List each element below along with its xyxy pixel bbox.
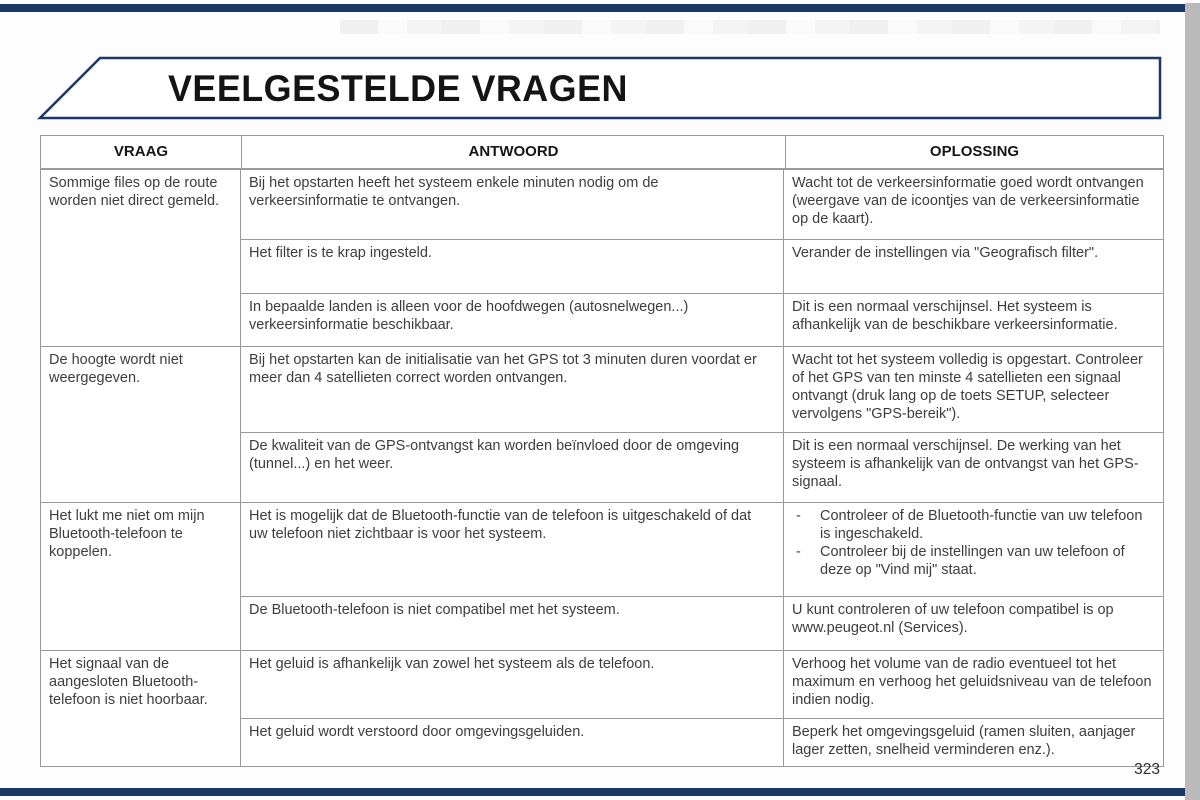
- question-cell: Het lukt me niet om mijn Bluetooth-telefoon te koppelen.: [41, 503, 241, 650]
- solution-cell: Wacht tot het systeem volledig is opgestart. Controleer of het GPS van ten minste 4 satellieten een signaal ontvangt (druk lang op de toets SETUP, selecteer vervolgens "GPS-bereik").: [792, 352, 1143, 422]
- faq-group: [41, 502, 1163, 650]
- solution-cell: Dit is een normaal verschijnsel. De werking van het systeem is afhankelijk van de ontvangst van het GPS-signaal.: [792, 438, 1139, 490]
- faq-group: [41, 650, 1163, 766]
- answer-cell: Het filter is te krap ingesteld.: [241, 240, 784, 293]
- solution-cell: Verhoog het volume van de radio eventueel tot het maximum en verhoog het geluidsniveau van de telefoon indien nodig.: [792, 656, 1152, 708]
- solution-list-item-text: Controleer of de Bluetooth-functie van uw telefoon is ingeschakeld.: [820, 508, 1143, 542]
- answer-cell: De Bluetooth-telefoon is niet compatibel met het systeem.: [241, 597, 784, 650]
- bottom-border-bar: [0, 788, 1200, 796]
- question-cell: De hoogte wordt niet weergegeven.: [41, 347, 241, 502]
- faq-group: [41, 346, 1163, 502]
- solution-cell: Beperk het omgevingsgeluid (ramen sluiten, aanjager lager zetten, snelheid verminderen enz.).: [792, 724, 1136, 758]
- solution-list-item: [792, 508, 1153, 544]
- solution-cell: Dit is een normaal verschijnsel. Het systeem is afhankelijk van de beschikbare verkeersinformatie.: [792, 299, 1118, 333]
- col-header-vraag: VRAAG: [41, 136, 242, 168]
- answer-cell: Bij het opstarten heeft het systeem enkele minuten nodig om de verkeersinformatie te ontvangen.: [241, 170, 784, 239]
- table-header-row: [41, 136, 1163, 169]
- page-title: VEELGESTELDE VRAGEN: [168, 68, 628, 109]
- page-number: 323: [1134, 761, 1160, 778]
- table-row: [241, 347, 1163, 432]
- solution-cell: [784, 503, 1163, 596]
- table-row: [241, 239, 1163, 293]
- answer-cell: Het geluid wordt verstoord door omgevingsgeluiden.: [241, 719, 784, 766]
- answer-cell: In bepaalde landen is alleen voor de hoofdwegen (autosnelwegen...) verkeersinformatie beschikbaar.: [241, 294, 784, 346]
- table-row: [241, 651, 1163, 718]
- table-row: [241, 718, 1163, 766]
- faq-table: [40, 135, 1164, 767]
- list-dash: -: [796, 543, 801, 560]
- table-row: [241, 293, 1163, 346]
- solution-list-item-text: Controleer bij de instellingen van uw telefoon of deze op "Vind mij" staat.: [820, 543, 1125, 578]
- answer-cell: De kwaliteit van de GPS-ontvangst kan worden beïnvloed door de omgeving (tunnel...) en het weer.: [241, 433, 784, 502]
- solution-cell: Verander de instellingen via "Geografisch filter".: [792, 245, 1099, 261]
- answer-cell: Het is mogelijk dat de Bluetooth-functie van de telefoon is uitgeschakeld of dat uw telefoon niet zichtbaar is voor het systeem.: [241, 503, 784, 596]
- answer-cell: Het geluid is afhankelijk van zowel het systeem als de telefoon.: [241, 651, 784, 718]
- table-row: [241, 170, 1163, 239]
- question-cell: Sommige files op de route worden niet direct gemeld.: [41, 170, 241, 346]
- question-cell: Het signaal van de aangesloten Bluetooth-telefoon is niet hoorbaar.: [41, 651, 241, 766]
- list-dash: -: [796, 508, 801, 524]
- table-row: [241, 503, 1163, 596]
- faq-group: [41, 169, 1163, 346]
- solution-list-item: [792, 544, 1153, 580]
- answer-cell: Bij het opstarten kan de initialisatie van het GPS tot 3 minuten duren voordat er meer dan 4 satellieten correct worden ontvangen.: [241, 347, 784, 432]
- table-row: [241, 432, 1163, 502]
- solution-cell: U kunt controleren of uw telefoon compatibel is op www.peugeot.nl (Services).: [792, 602, 1114, 636]
- solution-cell: Wacht tot de verkeersinformatie goed wordt ontvangen (weergave van de icoontjes van de verkeersinformatie op de kaart).: [792, 175, 1144, 227]
- col-header-antwoord: ANTWOORD: [242, 136, 786, 168]
- col-header-oplossing: OPLOSSING: [929, 142, 1020, 160]
- table-row: [241, 596, 1163, 650]
